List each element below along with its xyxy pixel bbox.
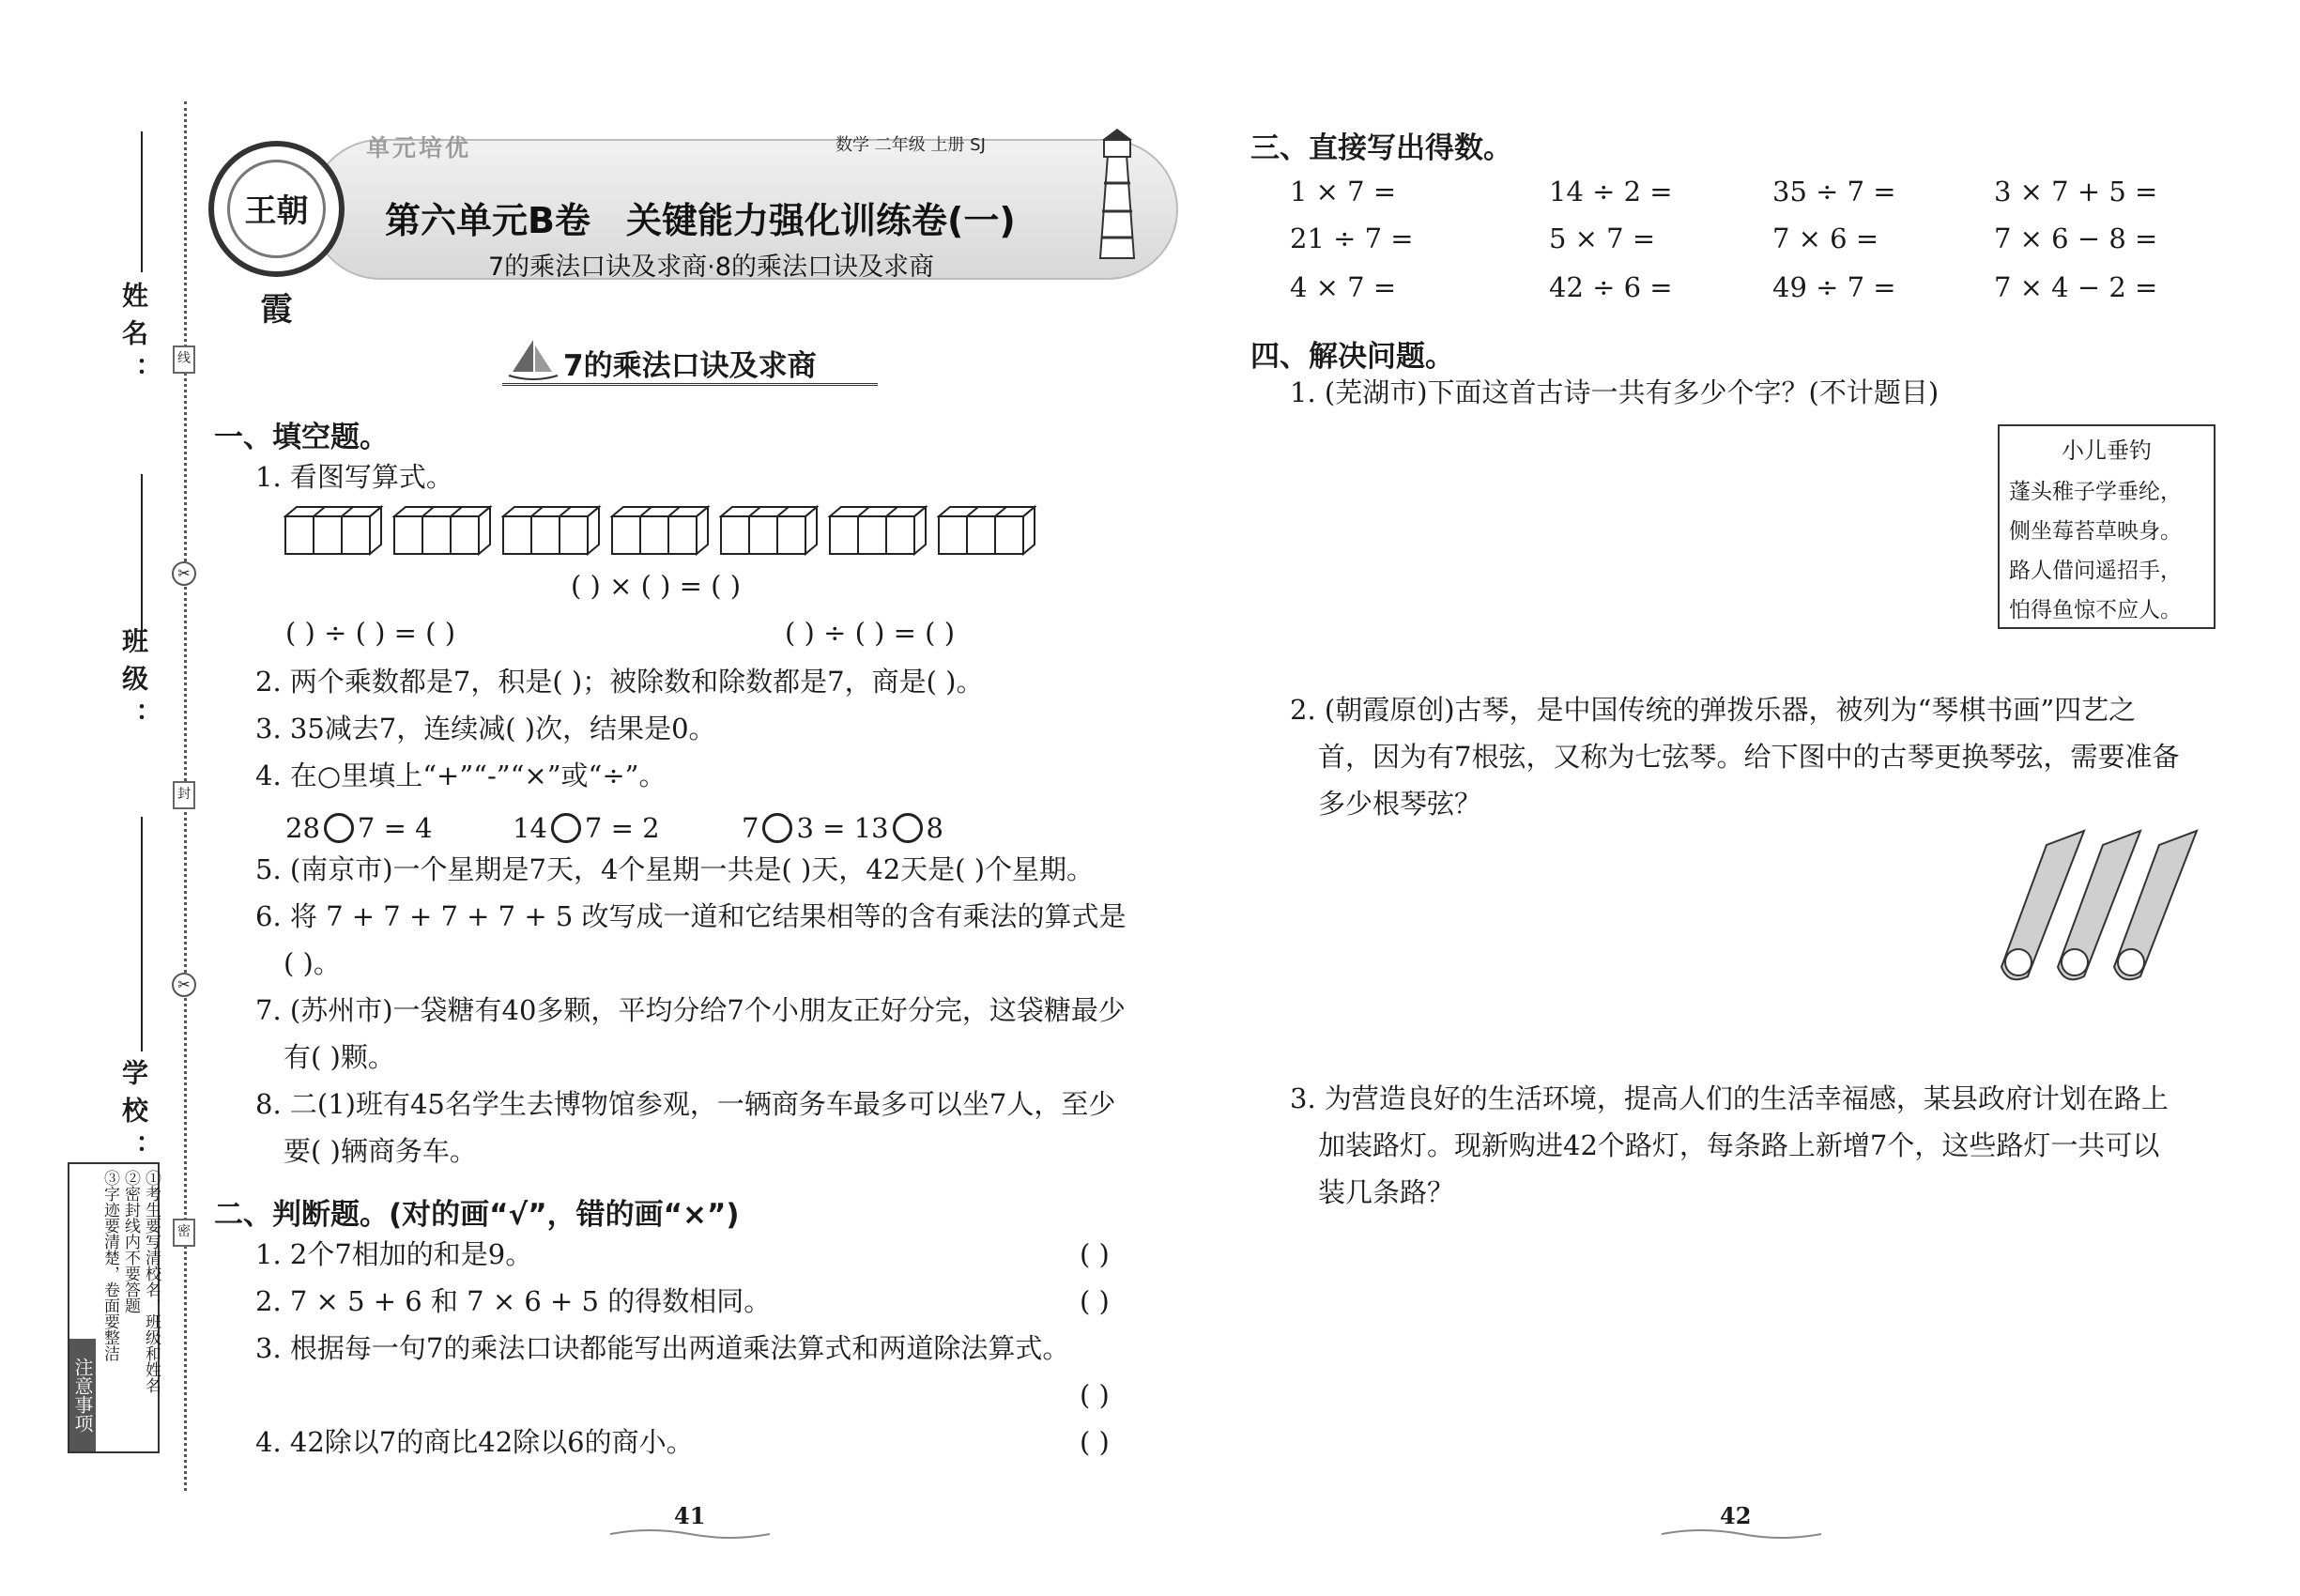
scissor-icon-2: ✂ [172, 973, 196, 997]
part2-heading: 二、判断题。(对的画“√”，错的画“×”) [214, 1198, 740, 1232]
judge-paren-2[interactable]: ( ) [1080, 1285, 1110, 1317]
calc-8: 7 × 6 − 8 = [1994, 223, 2158, 254]
poem-line: 路人借问遥招手， [2009, 559, 2182, 583]
block-group [719, 505, 820, 556]
q4-text: 4. 在○里填上“+”“-”“×”或“÷”。 [255, 760, 667, 791]
guqin-illustration [1990, 826, 2225, 995]
calc-2: 14 ÷ 2 = [1549, 176, 1673, 207]
name-line [141, 131, 143, 272]
operator-circle[interactable] [893, 813, 923, 843]
q7-text: 7. (苏州市)一袋糖有40多颗，平均分给7个小朋友正好分完，这袋糖最少 [255, 994, 1126, 1026]
q5-text: 5. (南京市)一个星期是7天，4个星期一共是( )天，42天是( )个星期。 [255, 853, 1095, 885]
lighthouse-icon [1080, 127, 1155, 268]
block-group [828, 505, 929, 556]
block-group [284, 505, 385, 556]
cut-mark-3: 密 [173, 1219, 195, 1247]
page-subtitle: 7的乘法口诀及求商·8的乘法口诀及求商 [488, 253, 934, 282]
problem-2-line-1: 2. (朝霞原创)古琴，是中国传统的弹拨乐器，被列为“琴棋书画”四艺之 [1290, 694, 2137, 726]
grade-meta: 数学 二年级 上册 SJ [836, 135, 986, 155]
judge-paren-1[interactable]: ( ) [1080, 1238, 1110, 1270]
calc-4: 3 × 7 + 5 = [1994, 176, 2158, 207]
calc-5: 21 ÷ 7 = [1290, 223, 1414, 254]
judge-q4: 4. 42除以7的商比42除以6的商小。 [255, 1426, 694, 1458]
q4-expr-a [285, 813, 433, 843]
poem-title: 小儿垂钓 [2062, 437, 2152, 464]
block-group [610, 505, 712, 556]
poem-line: 蓬头稚子学垂纶， [2009, 480, 2182, 504]
q4-b-right: 7 = 2 [584, 812, 660, 844]
page-number-right: 42 [1720, 1502, 1752, 1529]
judge-q1: 1. 2个7相加的和是9。 [255, 1238, 533, 1270]
calc-3: 35 ÷ 7 = [1772, 176, 1896, 207]
problem-3-line-3: 装几条路？ [1318, 1176, 1455, 1208]
problem-2-line-2: 首，因为有7根弦，又称为七弦琴。给下图中的古琴更换琴弦，需要准备 [1318, 741, 2180, 773]
problem-2-line-3: 多少根琴弦？ [1318, 788, 1482, 820]
notice-items [100, 1170, 161, 1393]
notice-item: ②密封线内不要答题 [121, 1170, 140, 1313]
q4-a-right: 7 = 4 [357, 812, 433, 844]
calc-10: 42 ÷ 6 = [1549, 271, 1673, 303]
calc-7: 7 × 6 = [1772, 223, 1879, 254]
judge-q2: 2. 7 × 5 + 6 和 7 × 6 + 5 的得数相同。 [255, 1285, 772, 1317]
problem-3-line-2: 加装路灯。现新购进42个路灯，每条路上新增7个，这些路灯一共可以 [1318, 1129, 2160, 1161]
q1-div-blank-1: ( ) ÷ ( ) = ( ) [285, 617, 456, 649]
judge-paren-3[interactable]: ( ) [1080, 1379, 1110, 1411]
cut-mark-1: 线 [173, 345, 195, 374]
q1-div-blank-2: ( ) ÷ ( ) = ( ) [785, 617, 956, 649]
series-tag: 单元培优 [366, 134, 472, 161]
notice-item: ①考生要写清校名，班级和姓名 [142, 1170, 161, 1393]
notice-box [68, 1162, 160, 1453]
q6-text: 6. 将 7 + 7 + 7 + 7 + 5 改写成一道和它结果相等的含有乘法的算式是 [255, 900, 1127, 932]
q4-expr-b [513, 813, 660, 843]
q8-text: 8. 二(1)班有45名学生去博物馆参观，一辆商务车最多可以坐7人，至少 [255, 1088, 1116, 1120]
q4-c-right: 8 [926, 812, 943, 844]
operator-circle[interactable] [762, 813, 792, 843]
school-label: 学校： [118, 1059, 149, 1172]
judge-paren-4[interactable]: ( ) [1080, 1426, 1110, 1458]
scissor-icon: ✂ [172, 561, 196, 586]
problem-3-line-1: 3. 为营造良好的生活环境，提高人们的生活幸福感，某县政府计划在路上 [1290, 1082, 2169, 1114]
school-line [141, 817, 143, 1051]
q4-expr-c [742, 813, 943, 843]
poem-line: 侧坐莓苔草映身。 [2009, 519, 2182, 544]
q7-cont: 有( )颗。 [284, 1041, 395, 1073]
block-group [501, 505, 603, 556]
q4-a-left: 28 [285, 812, 320, 844]
poem-line: 怕得鱼惊不应人。 [2009, 598, 2182, 622]
q6-blank: ( )。 [284, 947, 341, 979]
class-label: 班级： [118, 627, 149, 740]
notice-title: 注意事项 [69, 1339, 96, 1451]
part3-heading: 三、直接写出得数。 [1250, 131, 1512, 165]
operator-circle[interactable] [551, 813, 581, 843]
q8-cont: 要( )辆商务车。 [284, 1135, 477, 1167]
cut-mark-2: 封 [173, 781, 195, 809]
logo-text: 王朝霞 [244, 192, 309, 329]
sailboat-icon [507, 338, 560, 383]
calc-12: 7 × 4 − 2 = [1994, 271, 2158, 303]
part1-heading: 一、填空题。 [214, 421, 389, 454]
operator-circle[interactable] [324, 813, 354, 843]
calc-11: 49 ÷ 7 = [1772, 271, 1896, 303]
section-title: 7的乘法口诀及求商 [563, 349, 817, 383]
q1-text: 1. 看图写算式。 [255, 461, 453, 493]
calc-6: 5 × 7 = [1549, 223, 1656, 254]
problem-1-text: 1. (芜湖市)下面这首古诗一共有多少个字？(不计题目) [1290, 376, 1940, 408]
q4-c-left: 7 [742, 812, 759, 844]
q4-b-left: 14 [513, 812, 547, 844]
q3-text: 3. 35减去7，连续减( )次，结果是0。 [255, 713, 716, 744]
calc-9: 4 × 7 = [1290, 271, 1397, 303]
notice-item: ③字迹要清楚，卷面要整洁 [100, 1170, 119, 1361]
page-title: 第六单元B卷 关键能力强化训练卷(一) [385, 200, 1016, 241]
block-group [937, 505, 1038, 556]
page-wave-right [1662, 1527, 1821, 1540]
part4-heading: 四、解决问题。 [1250, 340, 1454, 374]
q2-text: 2. 两个乘数都是7，积是( )；被除数和除数都是7，商是( )。 [255, 666, 984, 698]
section-underline [502, 383, 878, 386]
q4-c-mid: 3 = 13 [796, 812, 889, 844]
page-wave-left [610, 1527, 770, 1540]
judge-q3: 3. 根据每一句7的乘法口诀都能写出两道乘法算式和两道除法算式。 [255, 1332, 1070, 1364]
calc-1: 1 × 7 = [1290, 176, 1397, 207]
class-line [141, 474, 143, 643]
block-group [392, 505, 494, 556]
poem-box [1998, 424, 2216, 629]
publisher-logo [208, 141, 345, 329]
q1-mul-blank: ( ) × ( ) = ( ) [571, 570, 742, 602]
name-label: 姓名： [118, 282, 149, 394]
page-number-left: 41 [674, 1502, 706, 1529]
